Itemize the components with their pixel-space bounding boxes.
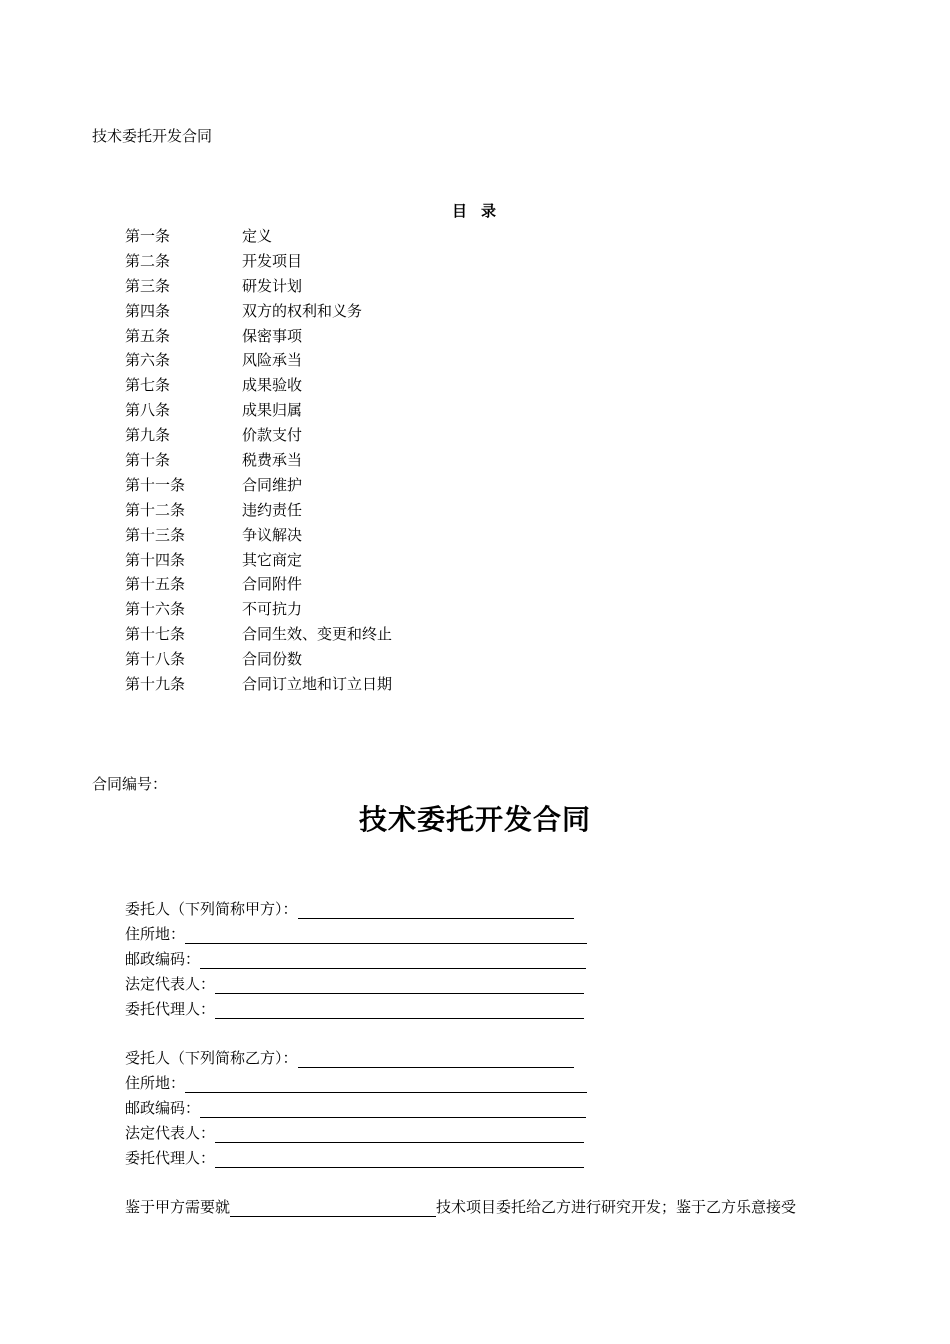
party-a-legal-rep-blank[interactable] <box>215 977 584 994</box>
party-a-postcode-label: 邮政编码： <box>125 950 201 968</box>
party-b-legal-rep-label: 法定代表人： <box>125 1124 216 1142</box>
toc-item-number: 第一条 <box>125 227 171 245</box>
toc-item-title: 不可抗力 <box>242 600 303 619</box>
toc-item-title: 争议解决 <box>242 525 303 544</box>
party-b-agent-label: 委托代理人： <box>125 1149 216 1167</box>
toc-item-title: 成果归属 <box>242 401 303 420</box>
party-b-name-field <box>125 1046 574 1068</box>
contract-title: 技术委托开发合同 <box>358 803 591 836</box>
party-b-name-blank[interactable] <box>298 1051 574 1068</box>
toc-item-title: 违约责任 <box>242 500 303 519</box>
party-b-address-blank[interactable] <box>185 1076 587 1093</box>
toc-item-number: 第二条 <box>125 251 171 270</box>
toc-item-title: 合同订立地和订立日期 <box>242 675 393 694</box>
party-b-postcode-label: 邮政编码： <box>125 1099 201 1117</box>
toc-item-number: 第十八条 <box>125 650 186 669</box>
toc-item-number: 第三条 <box>125 276 171 295</box>
party-a-address-blank[interactable] <box>185 927 587 944</box>
toc-item <box>125 500 392 525</box>
toc-item-number: 第十一条 <box>125 475 186 494</box>
party-b-agent-field <box>125 1146 584 1168</box>
party-a-name-blank[interactable] <box>298 902 574 919</box>
toc-item-number: 第九条 <box>125 426 171 445</box>
toc-item-number: 第六条 <box>125 351 171 370</box>
toc-item-number: 第十二条 <box>125 500 186 519</box>
toc-item <box>125 550 392 575</box>
toc-item-title: 合同生效、变更和终止 <box>242 625 393 644</box>
toc-item <box>125 649 392 674</box>
toc-item <box>125 375 392 400</box>
party-a-agent-blank[interactable] <box>215 1002 584 1019</box>
party-a-address-label: 住所地： <box>125 925 186 943</box>
toc-item <box>125 350 392 375</box>
toc-item <box>125 251 392 276</box>
recital-start: 鉴于甲方需要就 <box>125 1198 231 1216</box>
contract-number-label: 合同编号： <box>92 775 168 793</box>
toc-item-title: 风险承当 <box>242 351 303 370</box>
toc-item-number: 第十六条 <box>125 600 186 619</box>
party-b-postcode-blank[interactable] <box>200 1101 586 1118</box>
toc-item-number: 第五条 <box>125 326 171 345</box>
party-a-legal-rep-label: 法定代表人： <box>125 975 216 993</box>
party-a-agent-label: 委托代理人： <box>125 1000 216 1018</box>
toc-item <box>125 624 392 649</box>
toc-item-title: 合同维护 <box>242 475 303 494</box>
recital-end: 技术项目委托给乙方进行研究开发；鉴于乙方乐意接受 <box>436 1198 797 1216</box>
toc-item-title: 研发计划 <box>242 276 303 295</box>
toc-item <box>125 276 392 301</box>
toc-item-title: 保密事项 <box>242 326 303 345</box>
toc-item-title: 合同份数 <box>242 650 303 669</box>
toc-item-title: 其它商定 <box>242 550 303 569</box>
toc-item-number: 第十九条 <box>125 675 186 694</box>
toc-item-number: 第十七条 <box>125 625 186 644</box>
toc-item-title: 开发项目 <box>242 251 303 270</box>
toc-item-title: 定义 <box>242 227 273 245</box>
toc-item-number: 第七条 <box>125 376 171 395</box>
toc-item <box>125 599 392 624</box>
toc-item-number: 第四条 <box>125 301 171 320</box>
toc-item-title: 合同附件 <box>242 575 303 594</box>
toc-item <box>125 475 392 500</box>
party-b-postcode-field <box>125 1096 586 1118</box>
toc-item-number: 第十四条 <box>125 550 186 569</box>
toc-item-title: 成果验收 <box>242 376 303 395</box>
toc-item <box>125 301 392 326</box>
party-a-name-field <box>125 897 574 919</box>
party-a-postcode-field <box>125 947 586 969</box>
document-header: 技术委托开发合同 <box>92 127 213 145</box>
toc-item <box>125 574 392 599</box>
party-b-agent-blank[interactable] <box>215 1151 584 1168</box>
toc-item <box>125 226 392 251</box>
table-of-contents <box>125 226 392 699</box>
party-b-address-label: 住所地： <box>125 1074 186 1092</box>
toc-item <box>125 450 392 475</box>
party-a-postcode-blank[interactable] <box>200 952 586 969</box>
party-b-address-field <box>125 1071 587 1093</box>
toc-item <box>125 400 392 425</box>
party-b-legal-rep-field <box>125 1121 584 1143</box>
toc-item <box>125 674 392 699</box>
toc-item-title: 税费承当 <box>242 451 303 470</box>
party-a-address-field <box>125 922 587 944</box>
toc-item-title: 双方的权利和义务 <box>242 301 363 320</box>
toc-item-number: 第十三条 <box>125 525 186 544</box>
toc-item <box>125 525 392 550</box>
party-b-name-label: 受托人（下列简称乙方）： <box>125 1049 298 1067</box>
party-a-name-label: 委托人（下列简称甲方）： <box>125 900 298 918</box>
party-a-agent-field <box>125 997 584 1019</box>
toc-item-number: 第八条 <box>125 401 171 420</box>
toc-item-number: 第十五条 <box>125 575 186 594</box>
toc-item-title: 价款支付 <box>242 426 303 445</box>
toc-item <box>125 425 392 450</box>
toc-title: 目录 <box>452 202 511 220</box>
party-a-legal-rep-field <box>125 972 584 994</box>
project-name-blank[interactable] <box>230 1200 436 1217</box>
party-b-legal-rep-blank[interactable] <box>215 1126 584 1143</box>
toc-item-number: 第十条 <box>125 451 171 470</box>
toc-item <box>125 326 392 351</box>
recital-paragraph <box>125 1197 796 1217</box>
